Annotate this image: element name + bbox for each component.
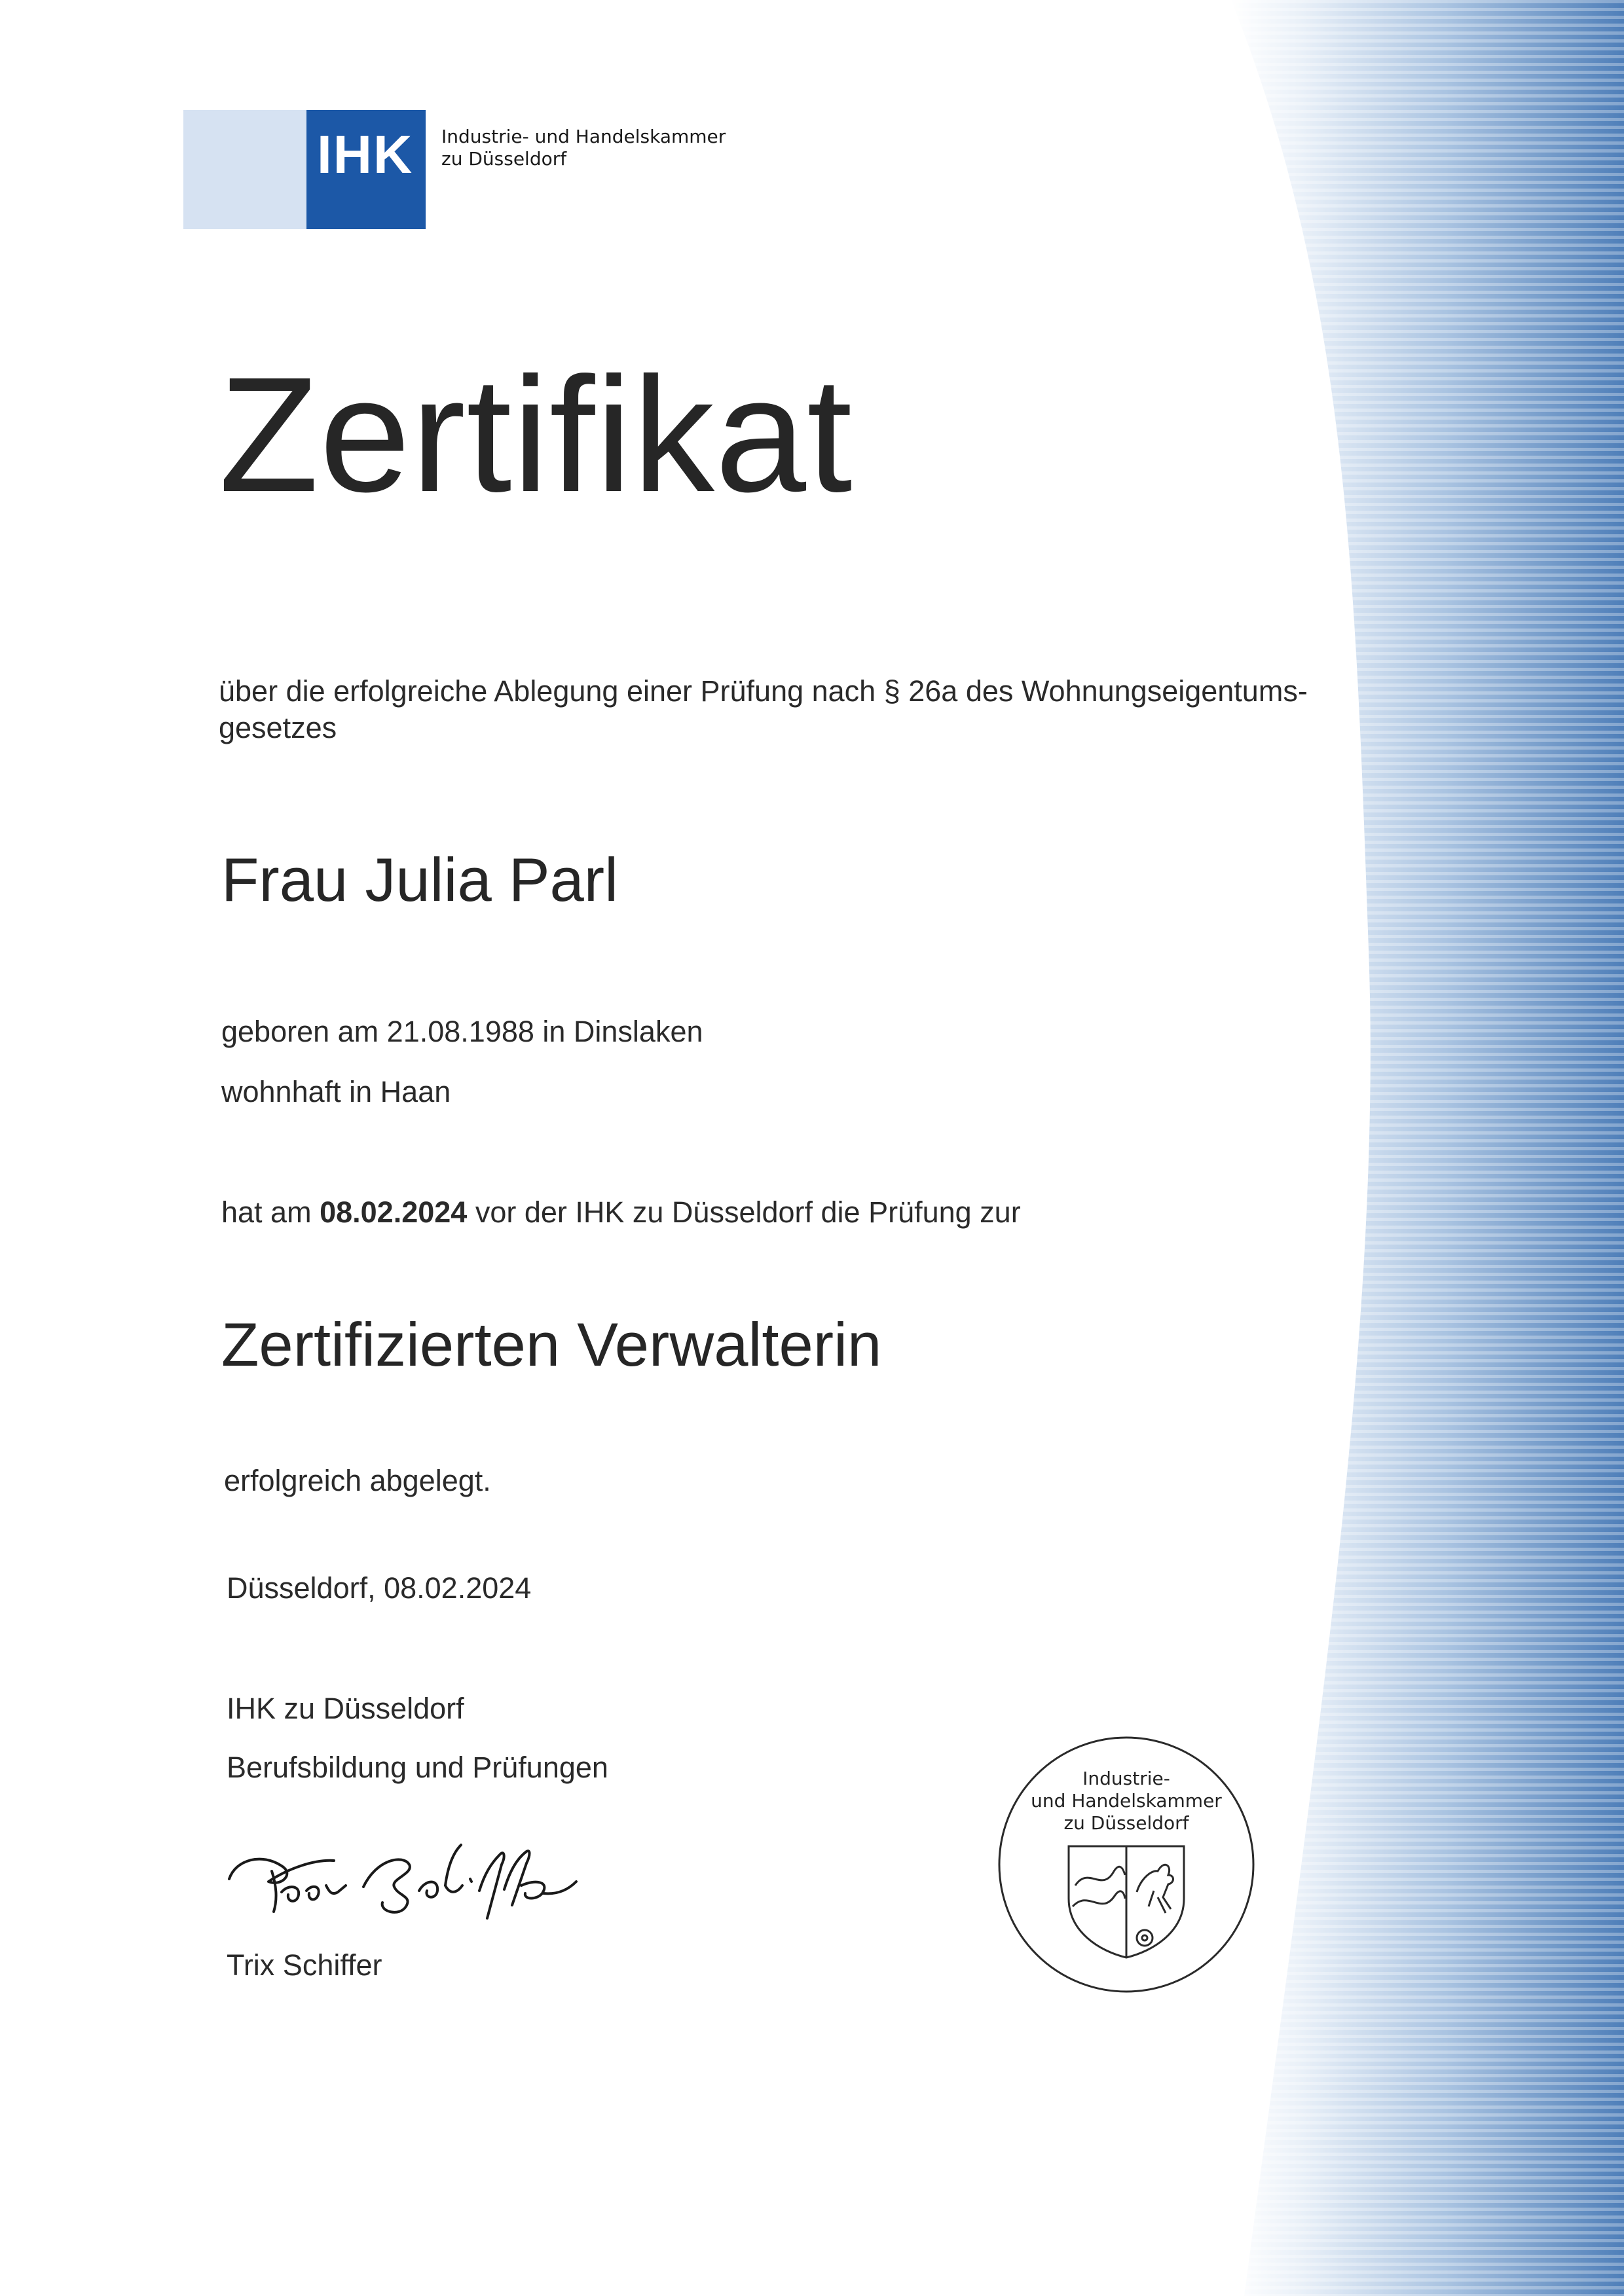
nrw-coat-of-arms-icon (1069, 1846, 1184, 1958)
seal-text-line-1: Industrie- (1082, 1768, 1170, 1789)
logo-light-block (183, 110, 308, 229)
qualification-title: Zertifizierten Verwalterin (221, 1310, 882, 1379)
birth-line: geboren am 21.08.1988 in Dinslaken (221, 1015, 703, 1048)
place-date: Düsseldorf, 08.02.2024 (227, 1571, 532, 1605)
intro-line-1: über die erfolgreiche Ablegung einer Prüfung nach § 26a des Wohnungseigentums- (219, 674, 1308, 708)
ihk-logo-mark: IHK (317, 125, 414, 185)
seal-text-line-2: und Handelskammer (1031, 1790, 1222, 1812)
handwritten-signature-icon (223, 1813, 589, 1938)
issuer-line-2: Berufsbildung und Prüfungen (227, 1751, 608, 1784)
residence-line: wohnhaft in Haan (221, 1075, 451, 1108)
exam-date: 08.02.2024 (320, 1195, 468, 1229)
exam-suffix: vor der IHK zu Düsseldorf die Prüfung zur (467, 1195, 1021, 1229)
certificate-title: Zertifikat (219, 343, 853, 526)
issuer-line-1: IHK zu Düsseldorf (227, 1692, 464, 1725)
exam-statement (221, 1195, 1021, 1230)
exam-prefix: hat am (221, 1195, 320, 1229)
result-line: erfolgreich abgelegt. (224, 1464, 491, 1497)
seal-text-line-3: zu Düsseldorf (1063, 1812, 1189, 1834)
signatory-name: Trix Schiffer (227, 1948, 382, 1982)
intro-line-2: gesetzes (219, 711, 337, 744)
recipient-name: Frau Julia Parl (221, 845, 618, 914)
logo-name-line-2: zu Düsseldorf (441, 148, 567, 170)
logo-name-line-1: Industrie- und Handelskammer (441, 126, 726, 147)
